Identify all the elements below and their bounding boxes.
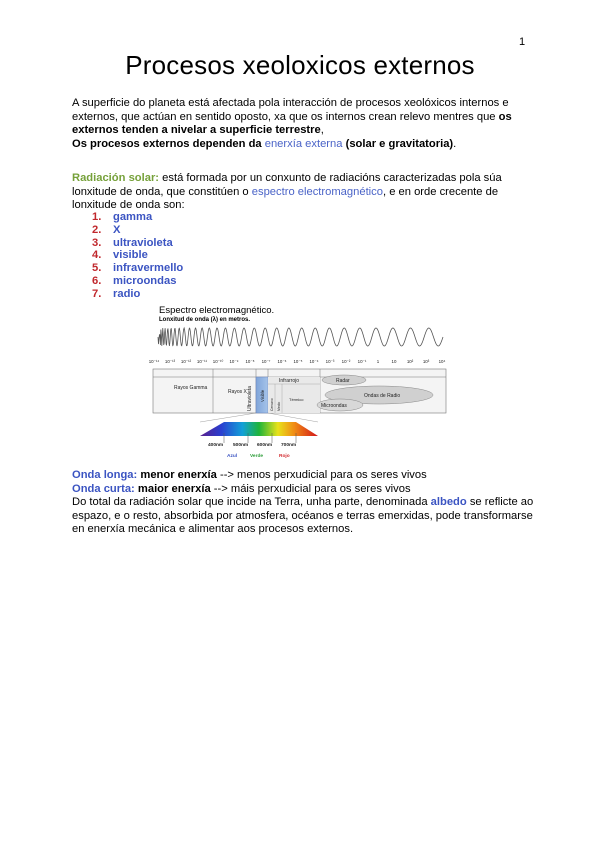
scale-tick-label: 10⁴ — [438, 359, 446, 364]
gamma-band-label: Rayos Gamma — [174, 385, 208, 391]
wave-line — [158, 328, 443, 346]
scale-tick-label: 10⁻¹³ — [164, 359, 176, 364]
intro-energy-types: (solar e gravitatoria) — [342, 137, 454, 150]
scale-tick-label: 10⁻⁹ — [229, 359, 239, 364]
long-wave-energy: menor enerxía — [137, 469, 217, 481]
scale-tick-label: 10⁻⁷ — [261, 359, 271, 364]
list-label: visible — [113, 249, 148, 262]
scale-tick-label: 10⁻¹ — [357, 359, 367, 364]
visible-band-label: Visible — [260, 389, 265, 402]
color-label-red: Rojo — [279, 454, 290, 459]
scale-tick-label: 10⁻¹¹ — [196, 359, 208, 364]
visible-light-prism — [200, 422, 318, 436]
thermal-ir-label: Térmico — [289, 397, 304, 402]
long-wave-term: Onda longa: — [72, 469, 138, 481]
solar-text-end: , e en orde crecente de lonxitude de onda son: — [72, 185, 499, 212]
radio-band-label: Ondas de Radio — [364, 393, 401, 399]
solar-radiation-term: Radiación solar: — [72, 172, 160, 184]
near-ir-label: Cercano — [270, 398, 274, 411]
wavelength-scale — [149, 359, 446, 364]
ultraviolet-band-label: Ultravioleta — [247, 385, 253, 411]
infrared-band-label: Infrarrojo — [279, 378, 300, 384]
scale-tick-label: 10 — [391, 359, 397, 364]
figure-title: Espectro electromagnético. — [159, 305, 275, 316]
scale-tick-label: 10³ — [422, 359, 430, 364]
long-wave-text: --> menos perxudicial para os seres vivos — [216, 469, 427, 481]
intro-dependence: Os procesos externos dependen da — [72, 137, 265, 150]
list-number: 6. — [92, 274, 102, 287]
intro-bold-statement: os externos tenden a nivelar a superficie terrestre — [72, 110, 512, 137]
color-label-blue: Azul — [227, 454, 238, 459]
list-number: 5. — [92, 262, 102, 275]
albedo-text-end: se reflicte ao espazo, e o resto, absorbida por atmosfera, océanos e terras emerxidas, pode transformarse en enerxía mecánica e alimentar aos procesos externos. — [72, 496, 534, 536]
spectrum-diagram — [148, 300, 454, 466]
list-item — [92, 237, 183, 250]
scale-tick-label: 10⁻³ — [325, 359, 335, 364]
list-label: X — [113, 223, 121, 236]
short-wave-text: --> máis perxudicial para os seres vivos — [210, 482, 411, 495]
list-item — [92, 275, 183, 288]
intro-text: A superficie do planeta está afectada pola interacción de procesos xeolóxicos internos e externos, que actúan en sentido oposto, xa que os internos crean relevo mentres que — [72, 97, 509, 123]
radar-band-label: Radar — [336, 378, 350, 384]
page-number: 1 — [519, 36, 526, 48]
mid-ir-label: Medio — [277, 401, 281, 411]
microwave-band-label: Microondas — [321, 403, 347, 409]
external-energy-link[interactable]: enerxía externa — [264, 137, 343, 150]
list-number: 3. — [92, 236, 102, 249]
solar-paragraph — [72, 172, 542, 213]
scale-tick-label: 10⁻⁴ — [309, 359, 319, 364]
list-label: ultravioleta — [113, 236, 173, 249]
tick-700nm: 700nm — [281, 443, 297, 448]
list-label: radio — [113, 287, 141, 300]
page-title: Procesos xeoloxicos externos — [125, 50, 475, 80]
albedo-term: albedo — [430, 496, 467, 509]
intro-paragraph — [72, 97, 542, 151]
list-item — [92, 262, 183, 275]
scale-tick-label: 10⁻⁸ — [245, 359, 255, 364]
scale-tick-label: 10⁻⁵ — [293, 359, 303, 364]
solar-text: está formada por un conxunto de radiacións caracterizadas pola súa lonxitude de onda, que constitúen o — [72, 172, 502, 198]
scale-tick-label: 1 — [376, 359, 380, 364]
list-item — [92, 224, 183, 237]
short-wave-term: Onda curta: — [72, 482, 135, 495]
scale-tick-label: 10⁻² — [341, 359, 351, 364]
short-wave-energy: maior enerxía — [134, 482, 211, 495]
x-ray-band-label: Rayos X — [228, 389, 247, 395]
tick-600nm: 600nm — [257, 443, 273, 448]
list-number: 7. — [92, 287, 102, 300]
scale-tick-label: 10² — [406, 359, 414, 364]
figure-subtitle: Lonxitud de onda (λ) en metros. — [159, 317, 251, 323]
scale-tick-label: 10⁻⁶ — [277, 359, 287, 364]
list-label: infravermello — [113, 262, 184, 275]
tick-500nm: 500nm — [233, 443, 249, 448]
list-item — [92, 249, 183, 262]
color-label-green: Verde — [250, 454, 264, 459]
scale-tick-label: 10⁻¹⁰ — [212, 359, 224, 364]
list-number: 1. — [92, 211, 102, 223]
intro-comma: , — [320, 124, 324, 137]
list-item — [92, 211, 183, 224]
list-label: gamma — [113, 211, 153, 223]
tick-400nm: 400nm — [208, 443, 224, 448]
spectrum-link[interactable]: espectro electromagnético — [251, 185, 383, 198]
albedo-text: Do total da radiación solar que incide na Terra, unha parte, denominada — [72, 496, 431, 509]
list-label: microondas — [113, 274, 177, 287]
list-item — [92, 288, 183, 301]
list-number: 2. — [92, 223, 102, 236]
spectrum-list — [92, 211, 183, 301]
intro-period: . — [453, 137, 457, 150]
list-number: 4. — [92, 249, 102, 262]
closing-paragraph — [72, 469, 542, 537]
scale-tick-label: 10⁻¹² — [180, 359, 192, 364]
scale-tick-label: 10⁻¹⁴ — [148, 359, 160, 364]
